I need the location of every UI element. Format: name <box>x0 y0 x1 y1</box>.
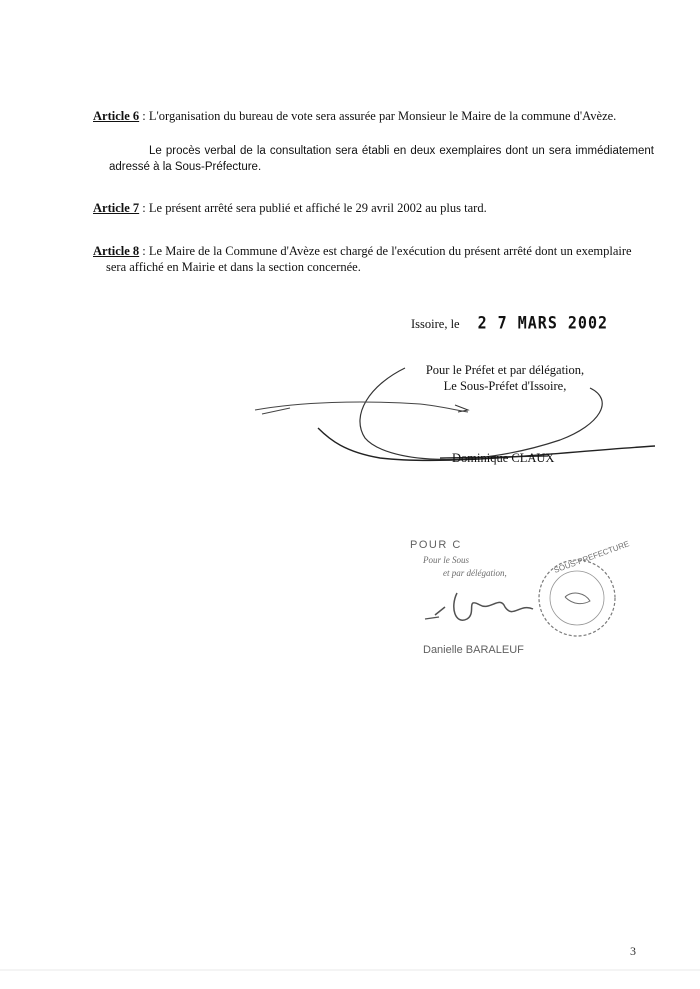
signature-line-1: Pour le Préfet et par délégation, <box>425 363 585 377</box>
stamp-line-1: POUR C <box>410 539 462 551</box>
stamp-line-3: et par délégation, <box>443 568 507 578</box>
article-7-text: : Le présent arrêté sera publié et affiché le 29 avril 2002 au plus tard. <box>139 201 487 215</box>
page-number: 3 <box>630 944 636 958</box>
place-label: Issoire, le <box>411 317 460 331</box>
certified-copy-stamp <box>405 535 635 675</box>
article-6-text: : L'organisation du bureau de vote sera assurée par Monsieur le Maire de la commune d'Avèze. <box>139 109 617 123</box>
article-8-text-continued: sera affiché en Mairie et dans la section concernée. <box>106 260 361 274</box>
article-8-label: Article 8 <box>93 244 140 258</box>
stamp-signer-name: Danielle BARALEUF <box>423 644 524 656</box>
signature-line-2: Le Sous-Préfet d'Issoire, <box>443 379 567 393</box>
article-6-label: Article 6 <box>93 109 140 123</box>
date-stamp: 2 7 MARS 2002 <box>477 312 609 334</box>
article-6-paragraph-2: Le procès verbal de la consultation sera établi en deux exemplaires dont un sera immédiatement adressé à la Sous-Préfecture. <box>109 145 654 173</box>
stamp-line-2: Pour le Sous <box>423 555 469 565</box>
signer-name: Dominique CLAUX <box>452 451 555 465</box>
article-7-label: Article 7 <box>93 201 140 215</box>
article-8-text: : Le Maire de la Commune d'Avèze est chargé de l'exécution du présent arrêté dont un exemplaire <box>139 244 632 258</box>
svg-text:SOUS-PREFECTURE: SOUS-PREFECTURE <box>552 539 631 575</box>
